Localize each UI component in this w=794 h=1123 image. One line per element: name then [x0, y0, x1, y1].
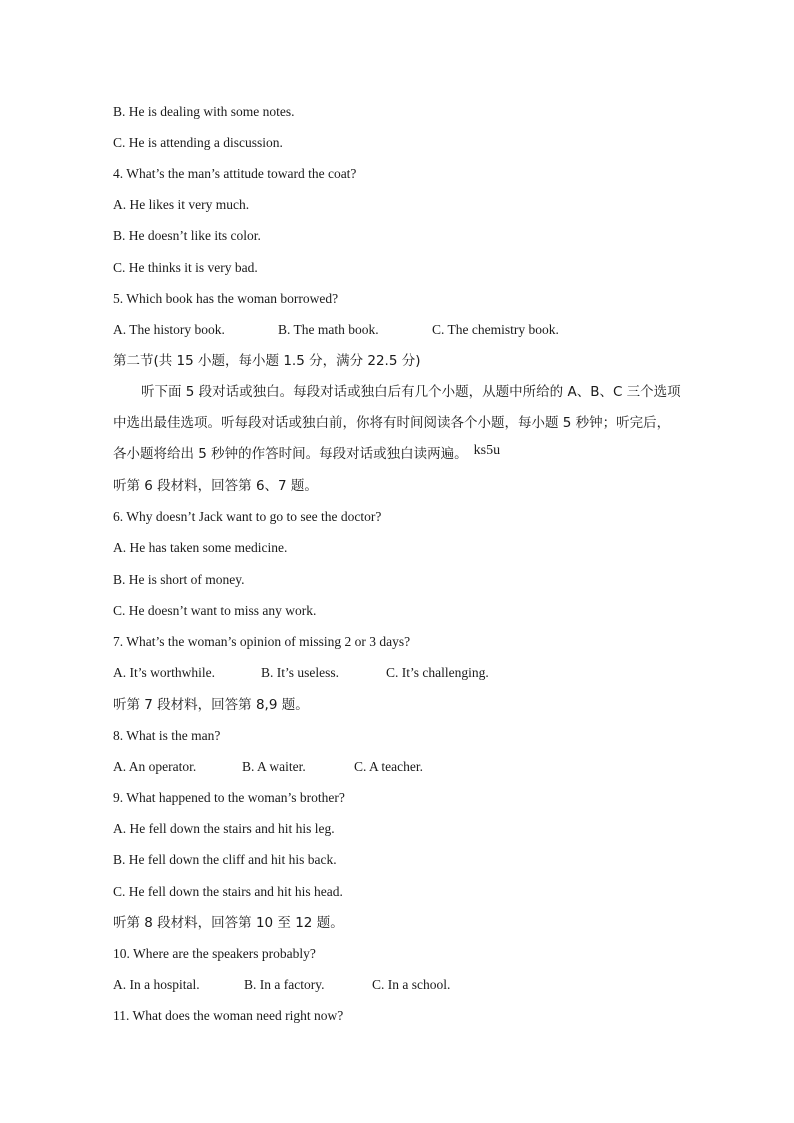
section-instructions: [113, 377, 683, 470]
q9-option-c: C. He fell down the stairs and hit his head.: [113, 884, 343, 899]
q5-stem: 5. Which book has the woman borrowed?: [113, 291, 339, 306]
q4-stem: 4. What’s the man’s attitude toward the coat?: [113, 166, 357, 181]
q5-option-a: A. The history book.: [113, 322, 225, 337]
passage-8-label: 听第 8 段材料，回答第 10 至 12 题。: [113, 915, 344, 931]
q8-option-a: A. An operator.: [113, 759, 197, 774]
q9-option-b: B. He fell down the cliff and hit his back.: [113, 852, 337, 867]
passage-7-label: 听第 7 段材料，回答第 8,9 题。: [113, 697, 309, 713]
q8-options: [113, 759, 423, 775]
q6-option-a: A. He has taken some medicine.: [113, 540, 288, 555]
watermark-mark: ks5u: [473, 443, 501, 458]
q7-options: [113, 665, 489, 681]
passage-6-label: 听第 6 段材料，回答第 6、7 题。: [113, 478, 318, 494]
q9-stem: 9. What happened to the woman’s brother?: [113, 790, 345, 805]
q7-option-a: A. It’s worthwhile.: [113, 665, 215, 680]
q4-option-b: B. He doesn’t like its color.: [113, 228, 261, 243]
q4-option-c: C. He thinks it is very bad.: [113, 260, 258, 275]
q7-stem: 7. What’s the woman’s opinion of missing 2 or 3 days?: [113, 634, 411, 649]
q5-option-c: C. The chemistry book.: [432, 322, 559, 337]
q3-option-b: B. He is dealing with some notes.: [113, 104, 295, 119]
q9-option-a: A. He fell down the stairs and hit his leg.: [113, 821, 335, 836]
q10-option-c: C. In a school.: [372, 977, 451, 992]
q8-option-c: C. A teacher.: [354, 759, 423, 774]
q6-option-c: C. He doesn’t want to miss any work.: [113, 603, 317, 618]
q7-option-b: B. It’s useless.: [261, 665, 340, 680]
q10-option-b: B. In a factory.: [244, 977, 325, 992]
q3-option-c: C. He is attending a discussion.: [113, 135, 283, 150]
section-heading: 第二节(共 15 小题，每小题 1.5 分，满分 22.5 分): [113, 353, 421, 369]
q8-stem: 8. What is the man?: [113, 728, 221, 743]
instructions-text: 听下面 5 段对话或独白。每段对话或独白后有几个小题，从题中所给的 A、B、C 三个选项中选出最佳选项。听每段对话或独白前，你将有时间阅读各个小题，每小题 5 秒钟；听完后，各小题将给出 5 秒钟的作答时间。每段对话或独白读两遍。: [113, 384, 681, 462]
q8-option-b: B. A waiter.: [242, 759, 306, 774]
q5-option-b: B. The math book.: [278, 322, 379, 337]
q11-stem: 11. What does the woman need right now?: [113, 1008, 344, 1023]
q10-option-a: A. In a hospital.: [113, 977, 200, 992]
q6-stem: 6. Why doesn’t Jack want to go to see the doctor?: [113, 509, 382, 524]
q6-option-b: B. He is short of money.: [113, 572, 245, 587]
q5-options: [113, 322, 559, 338]
q10-options: [113, 977, 450, 993]
q10-stem: 10. Where are the speakers probably?: [113, 946, 316, 961]
q7-option-c: C. It’s challenging.: [386, 665, 489, 680]
q4-option-a: A. He likes it very much.: [113, 197, 250, 212]
